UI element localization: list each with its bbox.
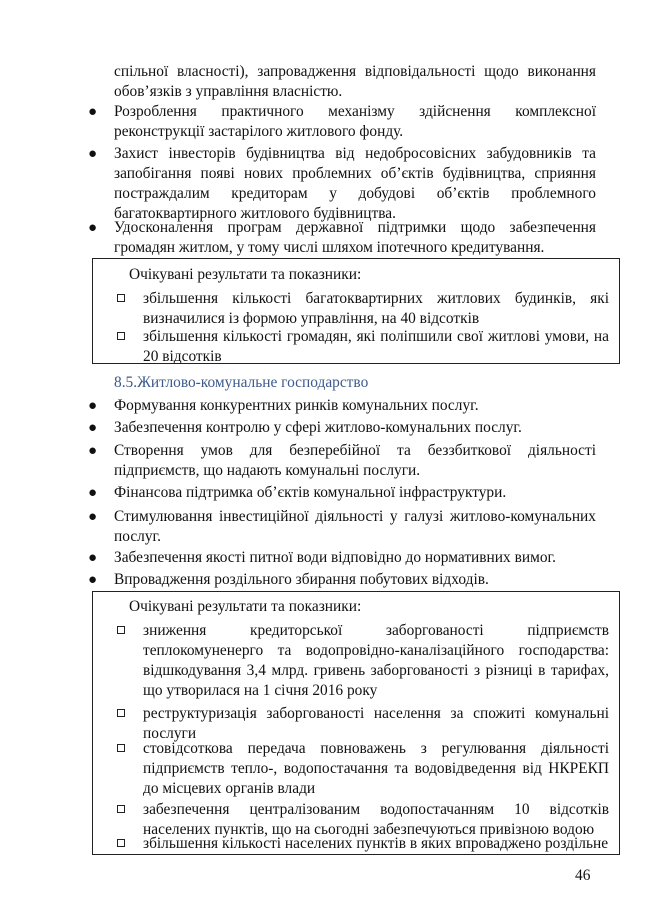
results-item-text: зниження кредиторської заборгованості підприємств теплокомуненерго та водопровідно-каналізаційного господарства: відшкодування 3,4 млрд. гривень заборгованості з різниці в тарифах, що утворилася на 1 січня 2016 року bbox=[143, 622, 609, 699]
list-item-text: Фінансова підтримка об’єктів комунальної інфраструктури. bbox=[114, 484, 507, 501]
checkbox-square-icon bbox=[117, 709, 125, 717]
list-item-text: Удосконалення програм державної підтримки щодо забезпечення громадян житлом, у тому числі шляхом іпотечного кредитування. bbox=[114, 219, 596, 256]
checkbox-square-icon bbox=[117, 626, 125, 634]
bullet-icon: ● bbox=[88, 104, 98, 120]
bullet-icon: ● bbox=[88, 220, 98, 236]
results-box bbox=[92, 258, 620, 364]
page-number: 46 bbox=[575, 867, 591, 884]
list-item-text: Забезпечення якості питної води відповідно до нормативних вимог. bbox=[114, 549, 556, 566]
bullet-icon: ● bbox=[88, 420, 98, 436]
results-item-text: стовідсоткова передача повноважень з регулювання діяльності підприємств тепло-, водопостачання та водовідведення від НКРЕКП до місцевих органів влади bbox=[143, 740, 609, 797]
results-item-text: збільшення кількості населених пунктів в яких впроваджено роздільне bbox=[143, 835, 609, 852]
results-item-text: збільшення кількості громадян, які поліпшили свої житлові умови, на 20 відсотків bbox=[143, 328, 609, 365]
list-item-text: Захист інвесторів будівництва від недобросовісних забудовників та запобігання появі нових проблемних об’єктів будівництва, сприяння постраждалим кредиторам у добудові об’єктів проблемного багатоквартирного житлового будівництва. bbox=[114, 145, 596, 222]
list-item-text: Забезпечення контролю у сфері житлово-комунальних послуг. bbox=[114, 419, 522, 436]
results-item-text: реструктуризація заборгованості населення за спожиті комунальні послуги bbox=[143, 705, 609, 742]
results-item-text: збільшення кількості багатоквартирних житлових будинків, які визначилися із формою управління, на 40 відсотків bbox=[143, 290, 609, 327]
checkbox-square-icon bbox=[117, 332, 125, 340]
checkbox-square-icon bbox=[117, 294, 125, 302]
results-box-title: Очікувані результати та показники: bbox=[129, 266, 362, 283]
bullet-icon: ● bbox=[88, 146, 98, 162]
bullet-icon: ● bbox=[88, 443, 98, 459]
bullet-icon: ● bbox=[88, 398, 98, 414]
bullet-icon: ● bbox=[88, 509, 98, 525]
checkbox-square-icon bbox=[117, 839, 125, 847]
checkbox-square-icon bbox=[117, 744, 125, 752]
results-item-text: забезпечення централізованим водопостачанням 10 відсотків населених пунктів, що на сьогодні забезпечуються привізною водою bbox=[143, 801, 609, 838]
list-item-text: Стимулювання інвестиційної діяльності у галузі житлово-комунальних послуг. bbox=[114, 508, 596, 545]
list-item-text: Розроблення практичного механізму здійснення комплексної реконструкції застарілого житлового фонду. bbox=[114, 103, 596, 140]
list-item-text: Формування конкурентних ринків комунальних послуг. bbox=[114, 397, 479, 414]
results-box bbox=[92, 591, 620, 855]
section-heading: 8.5.Житлово-комунальне господарство bbox=[114, 374, 369, 391]
results-box-title: Очікувані результати та показники: bbox=[129, 598, 362, 615]
bullet-icon: ● bbox=[88, 485, 98, 501]
bullet-icon: ● bbox=[88, 550, 98, 566]
bullet-icon: ● bbox=[88, 572, 98, 588]
list-item-text: Створення умов для безперебійної та беззбиткової діяльності підприємств, що надають комунальні послуги. bbox=[114, 442, 596, 479]
checkbox-square-icon bbox=[117, 805, 125, 813]
continuation-paragraph: спільної власності), запровадження відповідальності щодо виконання обов’язків з управління власністю. bbox=[114, 63, 596, 100]
list-item-text: Впровадження роздільного збирання побутових відходів. bbox=[114, 571, 489, 588]
